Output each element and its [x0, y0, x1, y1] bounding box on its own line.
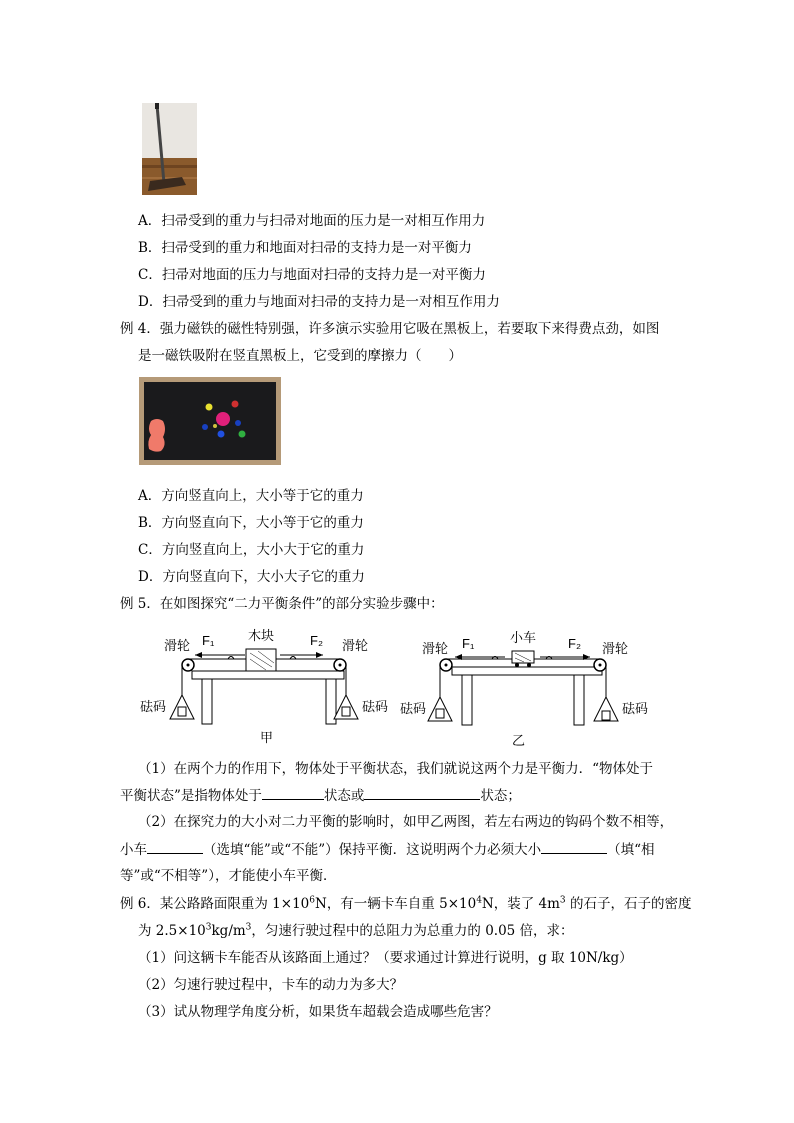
q5-part1-text-a: 平衡状态”是指物体处于: [120, 788, 262, 804]
q5-part2-line1: （2）在探究力的大小对二力平衡的影响时，如甲乙两图，若左右两边的钩码个数不相等，: [138, 814, 674, 830]
yi-f1-label: F₁: [462, 636, 475, 651]
q4-stem-line2: 是一磁铁吸附在竖直黑板上，它受到的摩擦力（ ）: [138, 348, 462, 364]
jia-f1-label: F₁: [202, 633, 215, 648]
figure-yi: [400, 625, 660, 750]
q6-sub1: （1）问这辆卡车能否从该路面上通过？（要求通过计算进行说明，g 取 10N/kg）: [138, 950, 633, 966]
q5-blank-3[interactable]: [147, 839, 203, 854]
jia-pulley-right-label: 滑轮: [342, 638, 369, 653]
jia-f2-label: F₂: [310, 633, 323, 648]
q6-sub2: （2）匀速行驶过程中，卡车的动力为多大？: [138, 977, 404, 993]
q5-part2-line2: [120, 839, 655, 860]
jia-pulley-left-label: 滑轮: [164, 638, 191, 653]
q4-option-c: C．方向竖直向上，大小大于它的重力: [138, 542, 365, 558]
q3-option-d: D．扫帚受到的重力与地面对扫帚的支持力是一对相互作用力: [138, 294, 500, 310]
q4-stem-line1: 例 4．强力磁铁的磁性特别强，许多演示实验用它吸在黑板上，若要取下来得费点劲，如图: [120, 321, 660, 337]
q5-part1-text-c: 状态；: [480, 788, 521, 804]
q3-option-a: A．扫帚受到的重力与扫帚对地面的压力是一对相互作用力: [138, 213, 486, 229]
yi-caption: 乙: [512, 733, 526, 748]
yi-pulley-left-label: 滑轮: [422, 641, 449, 656]
q5-part2-text-a: 小车: [120, 842, 147, 858]
blackboard-photo: [139, 377, 281, 465]
q3-option-c: C．扫帚对地面的压力与地面对扫帚的支持力是一对平衡力: [138, 267, 486, 283]
yi-weight-right-label: 砝码: [622, 701, 649, 716]
jia-caption: 甲: [260, 730, 274, 745]
q6-stem-line2: 为 $2.5\times 10^3kg/m^3$，匀速行驶过程中的总阻力为总重力的 0.05 倍，求：: [138, 922, 574, 939]
q5-part2-text-b: （选填“能”或“不能”）保持平衡．这说明两个力必须大小: [203, 842, 542, 858]
q5-blank-2[interactable]: [364, 785, 480, 800]
q5-part1-line2: [120, 785, 521, 806]
jia-block-label: 木块: [248, 628, 275, 643]
yi-f2-label: F₂: [568, 636, 581, 651]
q4-option-a: A．方向竖直向上，大小等于它的重力: [138, 488, 364, 504]
q5-blank-1[interactable]: [262, 785, 324, 800]
q3-option-b: B．扫帚受到的重力和地面对扫帚的支持力是一对平衡力: [138, 240, 472, 256]
q5-stem: 例 5．在如图探究“二力平衡条件”的部分实验步骤中：: [120, 596, 444, 612]
q5-part1-text-b: 状态或: [323, 788, 365, 804]
yi-weight-left-label: 砝码: [400, 701, 427, 716]
jia-weight-right-label: 砝码: [362, 699, 389, 714]
q4-option-b: B．方向竖直向下，大小等于它的重力: [138, 515, 364, 531]
yi-cart-label: 小车: [510, 630, 537, 645]
yi-pulley-right-label: 滑轮: [602, 641, 629, 656]
q5-part2-line3: 等”或“不相等”），才能使小车平衡．: [120, 868, 337, 884]
q5-part2-text-c: （填“相: [607, 842, 655, 858]
q5-blank-4[interactable]: [541, 839, 607, 854]
q6-sub3: （3）试从物理学角度分析，如果货车超载会造成哪些危害？: [138, 1004, 498, 1020]
jia-weight-left-label: 砝码: [140, 699, 167, 714]
q4-option-d: D．方向竖直向下，大小大子它的重力: [138, 569, 365, 585]
q6-stem-line1: 例 6．某公路路面限重为 $1\times 10^6N$，有一辆卡车自重 $5\times 10^4N$，装了 $4m^3$ 的石子，石子的密度: [120, 895, 692, 912]
q5-part1-line1: （1）在两个力的作用下，物体处于平衡状态，我们就说这两个力是平衡力．“物体处于: [138, 761, 653, 777]
broom-photo: [142, 103, 197, 195]
figure-jia: [140, 625, 400, 750]
